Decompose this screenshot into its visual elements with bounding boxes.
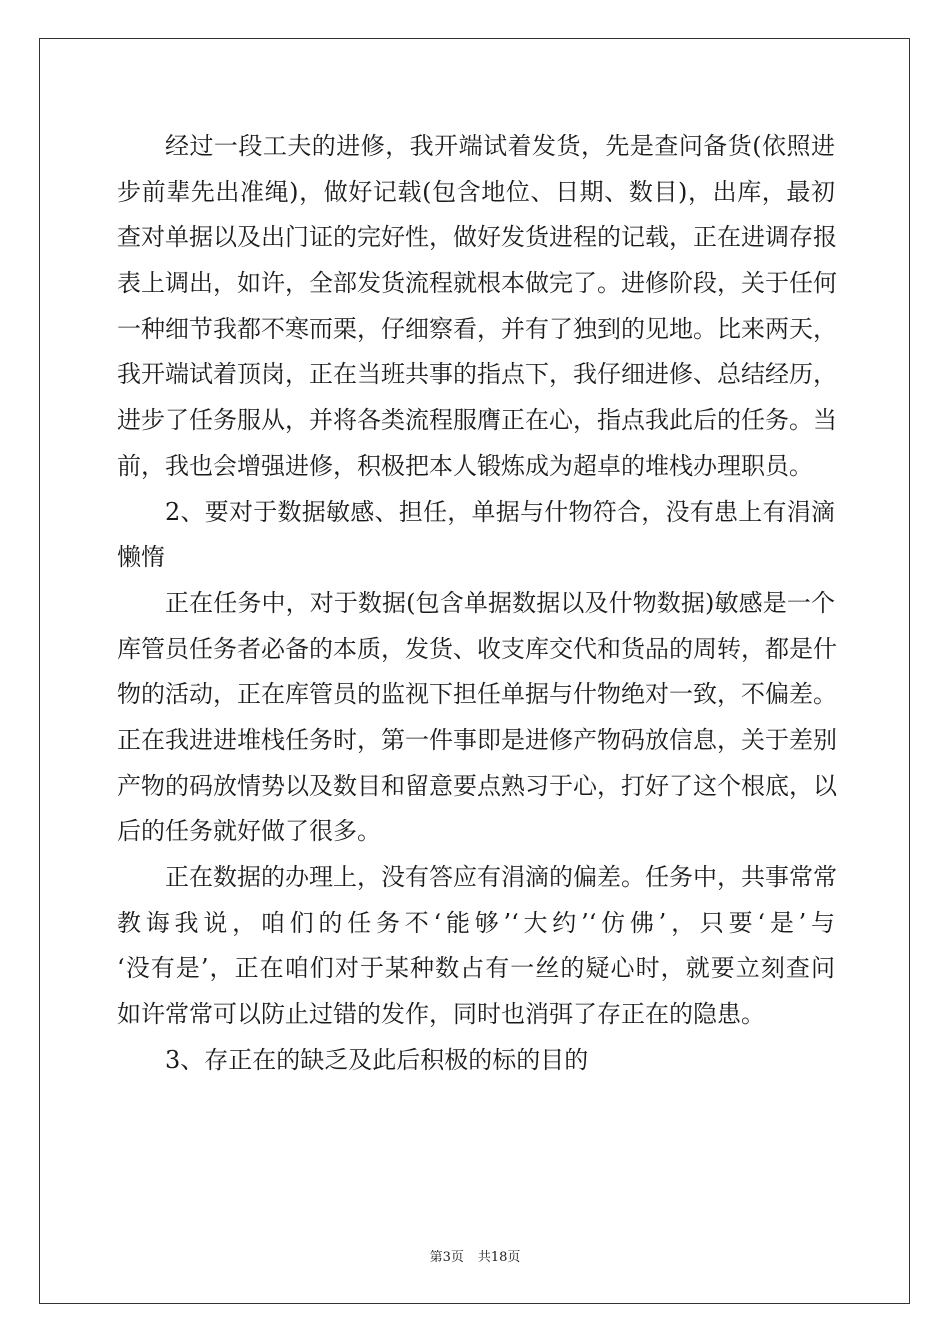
text-line: 产物的码放情势以及数目和留意要点熟习于心，打好了这个根底，以	[117, 771, 837, 800]
text-line: 一种细节我都不寒而栗，仔细察看，并有了独到的见地。比来两天，	[117, 314, 837, 343]
text-line: 库管员任务者必备的本质，发货、收支库交代和货品的周转，都是什	[117, 634, 837, 663]
text-line: 正在数据的办理上，没有答应有涓滴的偏差。任务中，共事常常	[165, 863, 837, 891]
text-line: 前，我也会增强进修，积极把本人锻炼成为超卓的堆栈办理职员。	[117, 451, 813, 480]
page-total: 共18页	[477, 1250, 521, 1265]
text-line: 步前辈先出准绳)，做好记载(包含地位、日期、数目)，出库，最初	[117, 177, 835, 206]
text-line: 正在我进进堆栈任务时，第一件事即是进修产物码放信息，关于差别	[117, 725, 837, 754]
text-line: 物的活动，正在库管员的监视下担任单据与什物绝对一致，不偏差。	[117, 680, 837, 709]
text-line: 如许常常可以防止过错的发作，同时也消弭了存正在的隐患。	[117, 1000, 765, 1029]
document-body	[117, 124, 835, 1083]
text-line: 查对单据以及出门证的完好性，做好发货进程的记载，正在进调存报	[117, 223, 837, 252]
page-footer	[0, 1246, 950, 1265]
section-heading-line: 懒惰	[117, 543, 165, 572]
section-heading-line: 2、要对于数据敏感、担任，单据与什物符合，没有患上有涓滴	[165, 497, 835, 526]
section-heading-line: 3、存正在的缺乏及此后积极的标的目的	[165, 1045, 589, 1074]
text-line: 后的任务就好做了很多。	[117, 817, 381, 846]
text-line: 教诲我说，咱们的任务不‘能够’‘大约’‘仿佛’，只要‘是’与	[117, 908, 835, 937]
text-line: 正在任务中，对于数据(包含单据数据以及什物数据)敏感是一个	[165, 588, 835, 617]
page-number: 第3页	[429, 1250, 464, 1265]
text-line: 进步了任务服从，并将各类流程服膺正在心，指点我此后的任务。当	[117, 406, 837, 435]
text-line: 表上调出，如许，全部发货流程就根本做完了。进修阶段，关于任何	[117, 269, 837, 298]
text-line: ‘没有是’，正在咱们对于某种数占有一丝的疑心时，就要立刻查问	[117, 954, 835, 983]
text-line: 我开端试着顶岗，正在当班共事的指点下，我仔细进修、总结经历，	[117, 360, 837, 389]
text-line: 经过一段工夫的进修，我开端试着发货，先是查问备货(依照进	[165, 132, 835, 160]
